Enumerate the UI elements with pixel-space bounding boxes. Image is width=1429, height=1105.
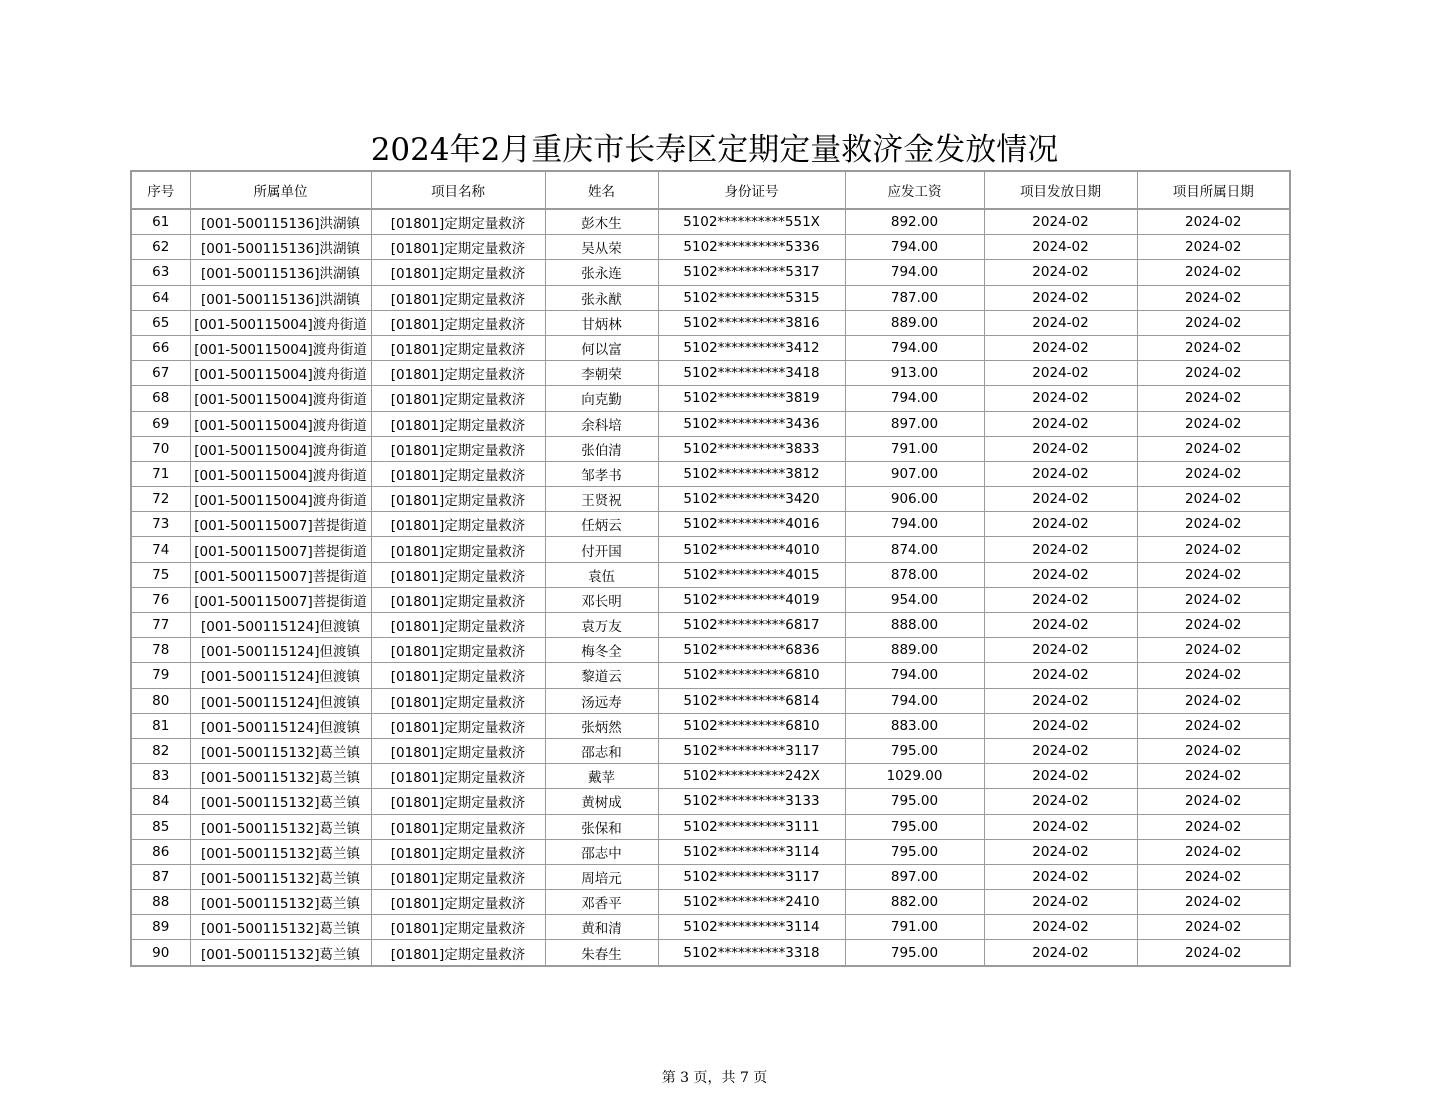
cell-id-number: 5102**********3111 bbox=[658, 814, 845, 839]
cell-issue-date: 2024-02 bbox=[984, 235, 1137, 260]
cell-person-name: 余科培 bbox=[545, 411, 658, 436]
cell-period-date: 2024-02 bbox=[1137, 436, 1290, 461]
cell-index: 68 bbox=[131, 386, 190, 411]
cell-period-date: 2024-02 bbox=[1137, 638, 1290, 663]
table-row bbox=[131, 688, 1290, 713]
table-row bbox=[131, 613, 1290, 638]
cell-period-date: 2024-02 bbox=[1137, 764, 1290, 789]
cell-person-name: 王贤祝 bbox=[545, 487, 658, 512]
table-row bbox=[131, 512, 1290, 537]
cell-issue-date: 2024-02 bbox=[984, 915, 1137, 940]
cell-index: 74 bbox=[131, 537, 190, 562]
cell-issue-date: 2024-02 bbox=[984, 512, 1137, 537]
cell-index: 86 bbox=[131, 839, 190, 864]
cell-id-number: 5102**********3420 bbox=[658, 487, 845, 512]
cell-id-number: 5102**********3133 bbox=[658, 789, 845, 814]
cell-unit: [001-500115004]渡舟街道 bbox=[190, 411, 371, 436]
cell-amount: 795.00 bbox=[845, 940, 984, 966]
cell-person-name: 任炳云 bbox=[545, 512, 658, 537]
table-row bbox=[131, 713, 1290, 738]
cell-id-number: 5102**********3816 bbox=[658, 310, 845, 335]
cell-period-date: 2024-02 bbox=[1137, 411, 1290, 436]
cell-amount: 892.00 bbox=[845, 209, 984, 235]
cell-unit: [001-500115004]渡舟街道 bbox=[190, 386, 371, 411]
cell-issue-date: 2024-02 bbox=[984, 335, 1137, 360]
cell-issue-date: 2024-02 bbox=[984, 864, 1137, 889]
cell-id-number: 5102**********3318 bbox=[658, 940, 845, 966]
cell-period-date: 2024-02 bbox=[1137, 537, 1290, 562]
cell-period-date: 2024-02 bbox=[1137, 789, 1290, 814]
cell-unit: [001-500115007]菩提街道 bbox=[190, 562, 371, 587]
cell-person-name: 邓香平 bbox=[545, 890, 658, 915]
cell-person-name: 吴从荣 bbox=[545, 235, 658, 260]
cell-unit: [001-500115004]渡舟街道 bbox=[190, 310, 371, 335]
cell-unit: [001-500115124]但渡镇 bbox=[190, 638, 371, 663]
cell-project-name: [01801]定期定量救济 bbox=[371, 461, 545, 486]
cell-id-number: 5102**********3418 bbox=[658, 361, 845, 386]
cell-unit: [001-500115132]葛兰镇 bbox=[190, 738, 371, 763]
cell-person-name: 彭木生 bbox=[545, 209, 658, 235]
cell-project-name: [01801]定期定量救济 bbox=[371, 688, 545, 713]
cell-id-number: 5102**********3833 bbox=[658, 436, 845, 461]
cell-id-number: 5102**********3114 bbox=[658, 915, 845, 940]
cell-unit: [001-500115132]葛兰镇 bbox=[190, 940, 371, 966]
cell-period-date: 2024-02 bbox=[1137, 839, 1290, 864]
cell-issue-date: 2024-02 bbox=[984, 487, 1137, 512]
cell-id-number: 5102**********3819 bbox=[658, 386, 845, 411]
cell-issue-date: 2024-02 bbox=[984, 613, 1137, 638]
cell-period-date: 2024-02 bbox=[1137, 335, 1290, 360]
table-row bbox=[131, 335, 1290, 360]
cell-period-date: 2024-02 bbox=[1137, 562, 1290, 587]
cell-person-name: 梅冬全 bbox=[545, 638, 658, 663]
cell-amount: 889.00 bbox=[845, 310, 984, 335]
cell-person-name: 甘炳林 bbox=[545, 310, 658, 335]
table-row bbox=[131, 764, 1290, 789]
cell-index: 78 bbox=[131, 638, 190, 663]
cell-person-name: 付开国 bbox=[545, 537, 658, 562]
cell-issue-date: 2024-02 bbox=[984, 285, 1137, 310]
header-amount: 应发工资 bbox=[845, 171, 984, 209]
cell-amount: 913.00 bbox=[845, 361, 984, 386]
relief-payment-table bbox=[130, 170, 1291, 967]
table-row bbox=[131, 310, 1290, 335]
cell-person-name: 向克勤 bbox=[545, 386, 658, 411]
cell-unit: [001-500115132]葛兰镇 bbox=[190, 764, 371, 789]
table-row bbox=[131, 235, 1290, 260]
cell-index: 87 bbox=[131, 864, 190, 889]
cell-index: 79 bbox=[131, 663, 190, 688]
cell-project-name: [01801]定期定量救济 bbox=[371, 738, 545, 763]
cell-index: 80 bbox=[131, 688, 190, 713]
cell-id-number: 5102**********2410 bbox=[658, 890, 845, 915]
cell-project-name: [01801]定期定量救济 bbox=[371, 713, 545, 738]
cell-unit: [001-500115132]葛兰镇 bbox=[190, 814, 371, 839]
table-row bbox=[131, 537, 1290, 562]
cell-amount: 794.00 bbox=[845, 512, 984, 537]
table-row bbox=[131, 209, 1290, 235]
cell-period-date: 2024-02 bbox=[1137, 386, 1290, 411]
cell-person-name: 黄和清 bbox=[545, 915, 658, 940]
cell-issue-date: 2024-02 bbox=[984, 738, 1137, 763]
cell-amount: 791.00 bbox=[845, 915, 984, 940]
cell-project-name: [01801]定期定量救济 bbox=[371, 235, 545, 260]
cell-issue-date: 2024-02 bbox=[984, 386, 1137, 411]
cell-period-date: 2024-02 bbox=[1137, 361, 1290, 386]
cell-person-name: 张炳然 bbox=[545, 713, 658, 738]
cell-period-date: 2024-02 bbox=[1137, 890, 1290, 915]
cell-index: 72 bbox=[131, 487, 190, 512]
cell-index: 82 bbox=[131, 738, 190, 763]
cell-person-name: 张保和 bbox=[545, 814, 658, 839]
cell-id-number: 5102**********551X bbox=[658, 209, 845, 235]
cell-id-number: 5102**********5315 bbox=[658, 285, 845, 310]
cell-unit: [001-500115004]渡舟街道 bbox=[190, 335, 371, 360]
cell-index: 65 bbox=[131, 310, 190, 335]
cell-id-number: 5102**********5317 bbox=[658, 260, 845, 285]
cell-person-name: 邵志和 bbox=[545, 738, 658, 763]
table-row bbox=[131, 738, 1290, 763]
cell-amount: 878.00 bbox=[845, 562, 984, 587]
cell-person-name: 周培元 bbox=[545, 864, 658, 889]
cell-amount: 795.00 bbox=[845, 738, 984, 763]
table-row bbox=[131, 587, 1290, 612]
header-issue-date: 项目发放日期 bbox=[984, 171, 1137, 209]
table-row bbox=[131, 487, 1290, 512]
cell-unit: [001-500115007]菩提街道 bbox=[190, 537, 371, 562]
cell-person-name: 张永猷 bbox=[545, 285, 658, 310]
cell-period-date: 2024-02 bbox=[1137, 713, 1290, 738]
cell-amount: 897.00 bbox=[845, 411, 984, 436]
cell-amount: 794.00 bbox=[845, 386, 984, 411]
cell-id-number: 5102**********6814 bbox=[658, 688, 845, 713]
table-row bbox=[131, 814, 1290, 839]
table-row bbox=[131, 260, 1290, 285]
cell-amount: 795.00 bbox=[845, 814, 984, 839]
cell-unit: [001-500115124]但渡镇 bbox=[190, 713, 371, 738]
table-row bbox=[131, 361, 1290, 386]
cell-project-name: [01801]定期定量救济 bbox=[371, 638, 545, 663]
cell-issue-date: 2024-02 bbox=[984, 663, 1137, 688]
cell-unit: [001-500115004]渡舟街道 bbox=[190, 361, 371, 386]
cell-project-name: [01801]定期定量救济 bbox=[371, 915, 545, 940]
cell-unit: [001-500115136]洪湖镇 bbox=[190, 209, 371, 235]
cell-amount: 888.00 bbox=[845, 613, 984, 638]
cell-issue-date: 2024-02 bbox=[984, 890, 1137, 915]
cell-person-name: 汤远寿 bbox=[545, 688, 658, 713]
cell-id-number: 5102**********3436 bbox=[658, 411, 845, 436]
cell-index: 63 bbox=[131, 260, 190, 285]
cell-amount: 791.00 bbox=[845, 436, 984, 461]
cell-id-number: 5102**********6817 bbox=[658, 613, 845, 638]
cell-index: 73 bbox=[131, 512, 190, 537]
cell-period-date: 2024-02 bbox=[1137, 587, 1290, 612]
cell-period-date: 2024-02 bbox=[1137, 487, 1290, 512]
header-project-name: 项目名称 bbox=[371, 171, 545, 209]
cell-period-date: 2024-02 bbox=[1137, 613, 1290, 638]
cell-person-name: 张伯清 bbox=[545, 436, 658, 461]
cell-index: 66 bbox=[131, 335, 190, 360]
cell-unit: [001-500115124]但渡镇 bbox=[190, 663, 371, 688]
cell-unit: [001-500115132]葛兰镇 bbox=[190, 789, 371, 814]
cell-period-date: 2024-02 bbox=[1137, 940, 1290, 966]
cell-unit: [001-500115132]葛兰镇 bbox=[190, 839, 371, 864]
cell-project-name: [01801]定期定量救济 bbox=[371, 663, 545, 688]
cell-index: 90 bbox=[131, 940, 190, 966]
table-row bbox=[131, 940, 1290, 966]
table-row bbox=[131, 663, 1290, 688]
cell-id-number: 5102**********3117 bbox=[658, 864, 845, 889]
cell-issue-date: 2024-02 bbox=[984, 638, 1137, 663]
cell-project-name: [01801]定期定量救济 bbox=[371, 789, 545, 814]
cell-index: 67 bbox=[131, 361, 190, 386]
cell-id-number: 5102**********6810 bbox=[658, 663, 845, 688]
cell-project-name: [01801]定期定量救济 bbox=[371, 562, 545, 587]
header-period-date: 项目所属日期 bbox=[1137, 171, 1290, 209]
cell-amount: 794.00 bbox=[845, 335, 984, 360]
cell-project-name: [01801]定期定量救济 bbox=[371, 436, 545, 461]
cell-amount: 954.00 bbox=[845, 587, 984, 612]
cell-period-date: 2024-02 bbox=[1137, 814, 1290, 839]
cell-id-number: 5102**********4010 bbox=[658, 537, 845, 562]
cell-id-number: 5102**********5336 bbox=[658, 235, 845, 260]
cell-amount: 795.00 bbox=[845, 789, 984, 814]
cell-period-date: 2024-02 bbox=[1137, 461, 1290, 486]
cell-period-date: 2024-02 bbox=[1137, 235, 1290, 260]
cell-project-name: [01801]定期定量救济 bbox=[371, 940, 545, 966]
cell-project-name: [01801]定期定量救济 bbox=[371, 386, 545, 411]
cell-unit: [001-500115136]洪湖镇 bbox=[190, 285, 371, 310]
cell-project-name: [01801]定期定量救济 bbox=[371, 411, 545, 436]
cell-project-name: [01801]定期定量救济 bbox=[371, 487, 545, 512]
cell-person-name: 黄树成 bbox=[545, 789, 658, 814]
cell-person-name: 何以富 bbox=[545, 335, 658, 360]
cell-amount: 874.00 bbox=[845, 537, 984, 562]
cell-person-name: 袁万友 bbox=[545, 613, 658, 638]
table-row bbox=[131, 562, 1290, 587]
cell-issue-date: 2024-02 bbox=[984, 587, 1137, 612]
cell-index: 64 bbox=[131, 285, 190, 310]
cell-unit: [001-500115136]洪湖镇 bbox=[190, 260, 371, 285]
cell-issue-date: 2024-02 bbox=[984, 562, 1137, 587]
cell-issue-date: 2024-02 bbox=[984, 764, 1137, 789]
cell-unit: [001-500115004]渡舟街道 bbox=[190, 436, 371, 461]
cell-project-name: [01801]定期定量救济 bbox=[371, 890, 545, 915]
cell-index: 75 bbox=[131, 562, 190, 587]
cell-issue-date: 2024-02 bbox=[984, 411, 1137, 436]
cell-amount: 794.00 bbox=[845, 663, 984, 688]
document-title: 2024年2月重庆市长寿区定期定量救济金发放情况 bbox=[370, 132, 1059, 168]
cell-id-number: 5102**********6836 bbox=[658, 638, 845, 663]
table-row bbox=[131, 436, 1290, 461]
table-row bbox=[131, 411, 1290, 436]
cell-period-date: 2024-02 bbox=[1137, 209, 1290, 235]
table-row bbox=[131, 386, 1290, 411]
cell-amount: 907.00 bbox=[845, 461, 984, 486]
header-person-name: 姓名 bbox=[545, 171, 658, 209]
cell-amount: 883.00 bbox=[845, 713, 984, 738]
cell-amount: 1029.00 bbox=[845, 764, 984, 789]
cell-amount: 906.00 bbox=[845, 487, 984, 512]
cell-amount: 794.00 bbox=[845, 688, 984, 713]
cell-amount: 787.00 bbox=[845, 285, 984, 310]
cell-issue-date: 2024-02 bbox=[984, 436, 1137, 461]
cell-period-date: 2024-02 bbox=[1137, 688, 1290, 713]
cell-project-name: [01801]定期定量救济 bbox=[371, 764, 545, 789]
header-unit: 所属单位 bbox=[190, 171, 371, 209]
cell-amount: 794.00 bbox=[845, 260, 984, 285]
cell-index: 89 bbox=[131, 915, 190, 940]
cell-period-date: 2024-02 bbox=[1137, 738, 1290, 763]
cell-id-number: 5102**********4019 bbox=[658, 587, 845, 612]
cell-project-name: [01801]定期定量救济 bbox=[371, 839, 545, 864]
cell-unit: [001-500115004]渡舟街道 bbox=[190, 487, 371, 512]
cell-person-name: 朱春生 bbox=[545, 940, 658, 966]
cell-unit: [001-500115132]葛兰镇 bbox=[190, 864, 371, 889]
cell-index: 70 bbox=[131, 436, 190, 461]
table-row bbox=[131, 890, 1290, 915]
table-row bbox=[131, 638, 1290, 663]
cell-amount: 897.00 bbox=[845, 864, 984, 889]
cell-project-name: [01801]定期定量救济 bbox=[371, 260, 545, 285]
table-row bbox=[131, 285, 1290, 310]
cell-unit: [001-500115132]葛兰镇 bbox=[190, 890, 371, 915]
cell-index: 62 bbox=[131, 235, 190, 260]
cell-index: 88 bbox=[131, 890, 190, 915]
table-row bbox=[131, 915, 1290, 940]
cell-project-name: [01801]定期定量救济 bbox=[371, 361, 545, 386]
cell-amount: 889.00 bbox=[845, 638, 984, 663]
cell-index: 61 bbox=[131, 209, 190, 235]
cell-project-name: [01801]定期定量救济 bbox=[371, 335, 545, 360]
cell-id-number: 5102**********4016 bbox=[658, 512, 845, 537]
cell-id-number: 5102**********3412 bbox=[658, 335, 845, 360]
cell-period-date: 2024-02 bbox=[1137, 864, 1290, 889]
cell-id-number: 5102**********3114 bbox=[658, 839, 845, 864]
page-footer: 第 3 页，共 7 页 bbox=[661, 1070, 768, 1086]
cell-issue-date: 2024-02 bbox=[984, 310, 1137, 335]
cell-unit: [001-500115007]菩提街道 bbox=[190, 512, 371, 537]
cell-person-name: 黎道云 bbox=[545, 663, 658, 688]
cell-person-name: 邵志中 bbox=[545, 839, 658, 864]
cell-id-number: 5102**********6810 bbox=[658, 713, 845, 738]
cell-project-name: [01801]定期定量救济 bbox=[371, 512, 545, 537]
cell-issue-date: 2024-02 bbox=[984, 361, 1137, 386]
cell-issue-date: 2024-02 bbox=[984, 209, 1137, 235]
cell-unit: [001-500115124]但渡镇 bbox=[190, 613, 371, 638]
cell-period-date: 2024-02 bbox=[1137, 260, 1290, 285]
cell-id-number: 5102**********3117 bbox=[658, 738, 845, 763]
cell-amount: 882.00 bbox=[845, 890, 984, 915]
cell-person-name: 袁伍 bbox=[545, 562, 658, 587]
cell-issue-date: 2024-02 bbox=[984, 940, 1137, 966]
cell-amount: 794.00 bbox=[845, 235, 984, 260]
cell-project-name: [01801]定期定量救济 bbox=[371, 613, 545, 638]
cell-issue-date: 2024-02 bbox=[984, 839, 1137, 864]
table-row bbox=[131, 839, 1290, 864]
cell-project-name: [01801]定期定量救济 bbox=[371, 310, 545, 335]
table-row bbox=[131, 864, 1290, 889]
cell-person-name: 戴苹 bbox=[545, 764, 658, 789]
cell-unit: [001-500115004]渡舟街道 bbox=[190, 461, 371, 486]
cell-index: 85 bbox=[131, 814, 190, 839]
cell-project-name: [01801]定期定量救济 bbox=[371, 537, 545, 562]
cell-person-name: 李朝荣 bbox=[545, 361, 658, 386]
table-row bbox=[131, 789, 1290, 814]
cell-index: 84 bbox=[131, 789, 190, 814]
cell-project-name: [01801]定期定量救济 bbox=[371, 864, 545, 889]
cell-issue-date: 2024-02 bbox=[984, 537, 1137, 562]
cell-period-date: 2024-02 bbox=[1137, 915, 1290, 940]
cell-issue-date: 2024-02 bbox=[984, 260, 1137, 285]
header-id-number: 身份证号 bbox=[658, 171, 845, 209]
cell-index: 76 bbox=[131, 587, 190, 612]
cell-period-date: 2024-02 bbox=[1137, 663, 1290, 688]
cell-id-number: 5102**********3812 bbox=[658, 461, 845, 486]
cell-amount: 795.00 bbox=[845, 839, 984, 864]
cell-project-name: [01801]定期定量救济 bbox=[371, 587, 545, 612]
cell-id-number: 5102**********4015 bbox=[658, 562, 845, 587]
cell-project-name: [01801]定期定量救济 bbox=[371, 209, 545, 235]
cell-unit: [001-500115124]但渡镇 bbox=[190, 688, 371, 713]
table-row bbox=[131, 461, 1290, 486]
cell-index: 83 bbox=[131, 764, 190, 789]
cell-index: 81 bbox=[131, 713, 190, 738]
cell-period-date: 2024-02 bbox=[1137, 310, 1290, 335]
cell-issue-date: 2024-02 bbox=[984, 461, 1137, 486]
cell-index: 71 bbox=[131, 461, 190, 486]
cell-project-name: [01801]定期定量救济 bbox=[371, 814, 545, 839]
cell-index: 77 bbox=[131, 613, 190, 638]
cell-project-name: [01801]定期定量救济 bbox=[371, 285, 545, 310]
table-body bbox=[131, 209, 1290, 966]
cell-unit: [001-500115007]菩提街道 bbox=[190, 587, 371, 612]
cell-issue-date: 2024-02 bbox=[984, 713, 1137, 738]
cell-issue-date: 2024-02 bbox=[984, 789, 1137, 814]
cell-period-date: 2024-02 bbox=[1137, 512, 1290, 537]
cell-person-name: 张永连 bbox=[545, 260, 658, 285]
header-index: 序号 bbox=[131, 171, 190, 209]
cell-unit: [001-500115132]葛兰镇 bbox=[190, 915, 371, 940]
cell-unit: [001-500115136]洪湖镇 bbox=[190, 235, 371, 260]
cell-issue-date: 2024-02 bbox=[984, 688, 1137, 713]
cell-index: 69 bbox=[131, 411, 190, 436]
cell-person-name: 邓长明 bbox=[545, 587, 658, 612]
cell-person-name: 邹孝书 bbox=[545, 461, 658, 486]
cell-issue-date: 2024-02 bbox=[984, 814, 1137, 839]
cell-period-date: 2024-02 bbox=[1137, 285, 1290, 310]
cell-id-number: 5102**********242X bbox=[658, 764, 845, 789]
table-header-row bbox=[131, 171, 1290, 209]
